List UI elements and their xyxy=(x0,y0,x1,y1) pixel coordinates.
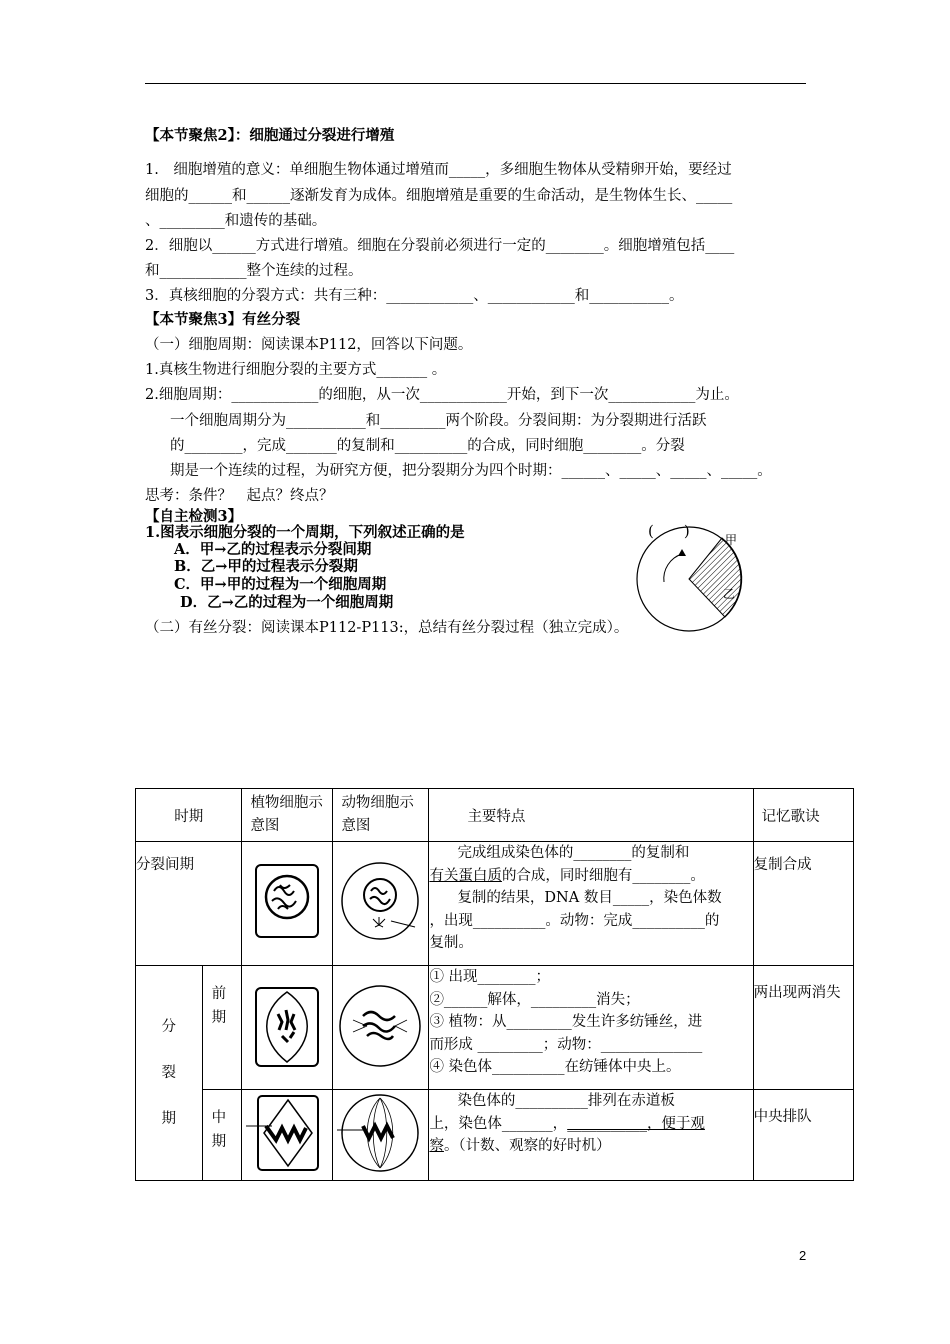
interphase-feature-4: ，出现__________。动物：完成__________的 xyxy=(429,912,720,929)
mitosis-intro: （二）有丝分裂：阅读课本P112-P113:，总结有丝分裂过程（独立完成）。 xyxy=(145,620,629,636)
plant-prophase-image xyxy=(242,976,332,1076)
focus2-title: 【本节聚焦2】：细胞通过分裂进行增殖 xyxy=(145,127,395,144)
prophase-feature-2: ②______解体，_________消失； xyxy=(429,991,640,1008)
animal-metaphase-cell xyxy=(333,1090,429,1181)
interphase-mnemonic: 复制合成 xyxy=(753,842,853,966)
mitosis-table xyxy=(135,788,854,1181)
plant-prophase-cell xyxy=(242,966,333,1090)
focus3-line3: 2.细胞周期：____________的细胞，从一次____________开始，到下一次____________为止。 xyxy=(145,387,739,403)
option-c: C．甲→甲的过程为一个细胞周期 xyxy=(174,576,387,593)
header-rule xyxy=(145,83,806,84)
option-a: A．甲→乙的过程表示分裂间期 xyxy=(174,541,372,558)
header-period: 时期 xyxy=(136,789,242,842)
header-plant: 植物细胞示意图 xyxy=(242,789,333,842)
animal-prophase-image xyxy=(333,976,428,1076)
interphase-feature-5: 复制。 xyxy=(429,935,473,951)
interphase-feature-1: 完成组成染色体的________的复制和 xyxy=(457,845,690,861)
header-animal: 动物细胞示意图 xyxy=(333,789,429,842)
page-number: 2 xyxy=(799,1248,807,1263)
interphase-feature-3: 复制的结果，DNA 数目_____，染色体数 xyxy=(457,890,722,906)
label-yi: 乙 xyxy=(723,587,736,601)
metaphase-feature-1: 染色体的__________排列在赤道板 xyxy=(457,1093,675,1109)
metaphase-name-char-1: 中 xyxy=(211,1110,227,1126)
option-d: D．乙→乙的过程为一个细胞周期 xyxy=(180,594,394,611)
metaphase-features xyxy=(429,1090,753,1181)
prophase-feature-3: ③ 植物：从_________发生许多纺锤丝，进 xyxy=(429,1014,703,1030)
plant-interphase-cell xyxy=(242,842,333,966)
focus2-line3: 、_________和遗传的基础。 xyxy=(145,213,327,229)
header-mnemonic: 记忆歌诀 xyxy=(753,789,853,842)
division-label-char-3: 期 xyxy=(161,1111,177,1127)
focus3-title: 【本节聚焦3】有丝分裂 xyxy=(145,311,301,328)
interphase-name: 分裂间期 xyxy=(136,842,242,966)
animal-metaphase-image xyxy=(333,1090,428,1176)
prophase-name xyxy=(202,966,242,1090)
prophase-mnemonic: 两出现两消失 xyxy=(753,966,853,1090)
option-b: B．乙→甲的过程表示分裂期 xyxy=(174,558,358,575)
prophase-name-char-2: 期 xyxy=(211,1010,227,1026)
focus3-line2: 1.真核生物进行细胞分裂的主要方式_______ 。 xyxy=(145,362,447,378)
focus2-line1: 1. 细胞增殖的意义：单细胞生物体通过增殖而_____，多细胞生物体从受精卵开始，要经过 xyxy=(145,162,732,178)
focus2-line5: 和____________整个连续的过程。 xyxy=(145,263,363,279)
plant-interphase-image xyxy=(242,857,332,947)
prophase-features xyxy=(429,966,753,1090)
metaphase-name xyxy=(202,1090,242,1181)
division-phase-label xyxy=(136,966,203,1181)
label-jia: 甲 xyxy=(725,533,738,547)
plant-metaphase-cell xyxy=(242,1090,333,1181)
animal-interphase-cell xyxy=(333,842,429,966)
answer-bracket: ( ) xyxy=(648,522,690,540)
focus2-line4: 2．细胞以______方式进行增殖。细胞在分裂前必须进行一定的________。细胞增殖包括____ xyxy=(145,238,735,254)
plant-metaphase-image xyxy=(242,1090,332,1176)
prophase-name-char-1: 前 xyxy=(211,986,227,1002)
animal-prophase-cell xyxy=(333,966,429,1090)
prophase-feature-4: 而形成 _________；动物：______________ xyxy=(429,1036,703,1053)
interphase-feature-2: 有关蛋白质的合成，同时细胞有________。 xyxy=(429,867,705,884)
selfcheck-title: 【自主检测3】 xyxy=(145,508,243,525)
animal-interphase-image xyxy=(333,857,428,947)
metaphase-feature-3: 察。（计数、观察的好时机） xyxy=(429,1138,611,1154)
focus3-line6: 期是一个连续的过程，为研究方便，把分裂期分为四个时期：______、_____、_____、_____。 xyxy=(170,463,772,479)
prophase-feature-5: ④ 染色体__________在纺锤体中央上。 xyxy=(429,1059,681,1075)
selfcheck-question: 1.图表示细胞分裂的一个周期，下列叙述正确的是 xyxy=(145,524,465,541)
focus3-line1: （一）细胞周期：阅读课本P112，回答以下问题。 xyxy=(145,337,473,353)
metaphase-mnemonic: 中央排队 xyxy=(753,1090,853,1181)
focus2-line6: 3．真核细胞的分裂方式：共有三种：____________、____________和___________。 xyxy=(145,288,684,304)
prophase-feature-1: ① 出现________； xyxy=(429,969,551,985)
division-label-char-2: 裂 xyxy=(161,1065,177,1081)
division-label-char-1: 分 xyxy=(161,1019,177,1035)
focus3-line5: 的________，完成_______的复制和__________的合成，同时细胞________。分裂 xyxy=(170,438,685,454)
focus3-line4: 一个细胞周期分为___________和_________两个阶段。分裂间期：为分裂期进行活跃 xyxy=(170,413,707,429)
header-features: 主要特点 xyxy=(429,789,753,842)
focus3-think: 思考：条件？ 起点？终点？ xyxy=(145,488,334,504)
focus2-line2: 细胞的______和______逐渐发育为成体。细胞增殖是重要的生命活动，是生物体生长、_____ xyxy=(145,188,733,204)
interphase-features xyxy=(429,842,753,966)
metaphase-name-char-2: 期 xyxy=(211,1134,227,1150)
metaphase-feature-2: 上，染色体_______，___________，便于观 xyxy=(429,1115,705,1132)
